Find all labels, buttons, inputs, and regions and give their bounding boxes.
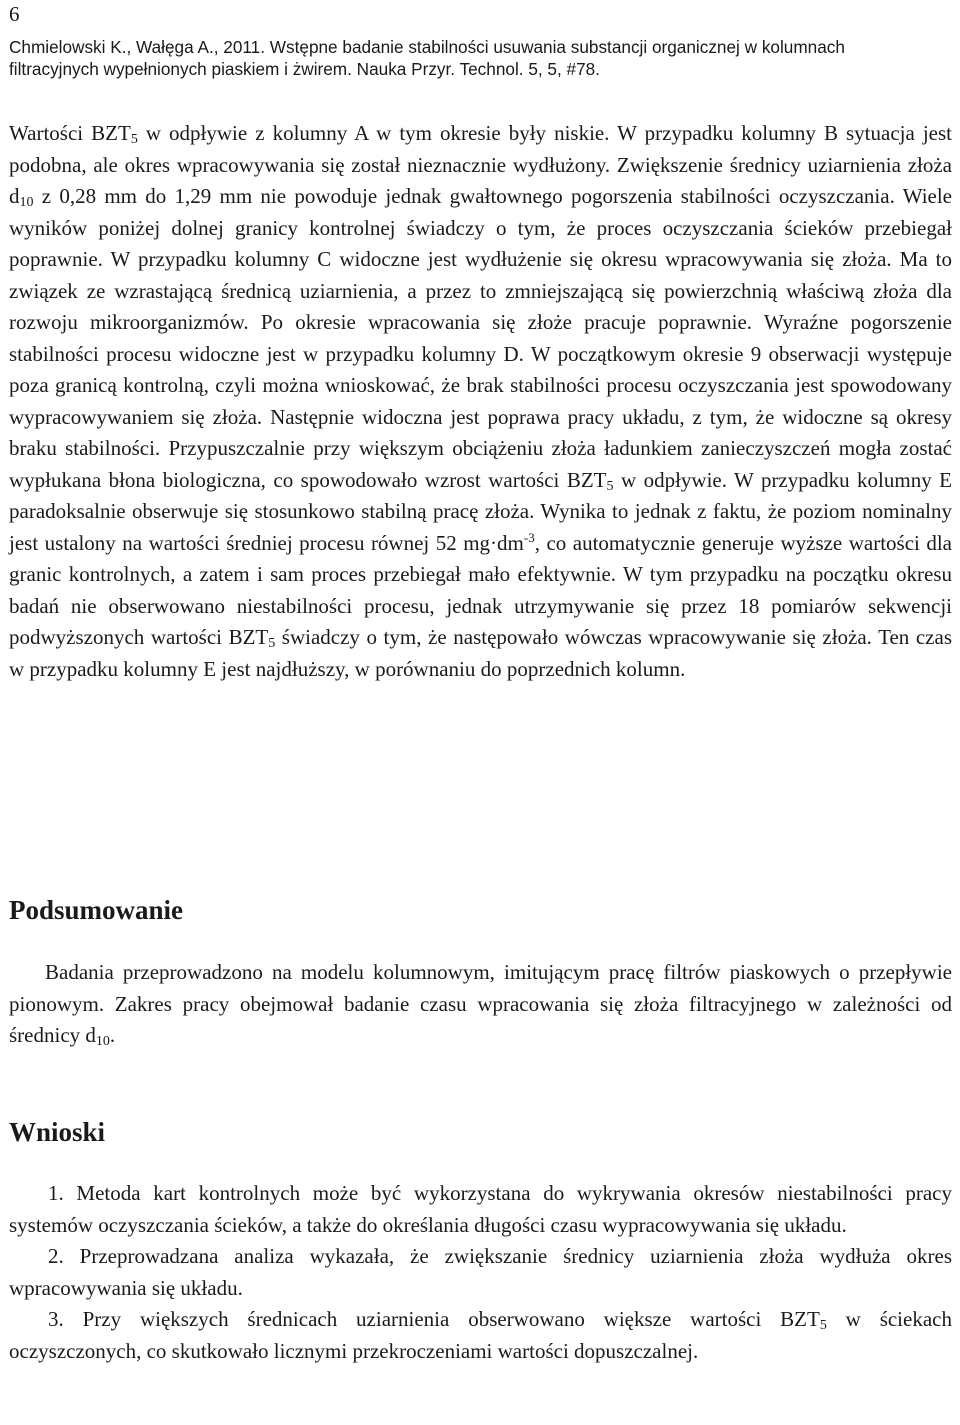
conclusion-item-3 [9,1304,952,1367]
summary-paragraph [9,957,952,1052]
text-run: Wartości BZT [9,121,131,145]
text-run: . [109,1023,116,1047]
text-run: świadczy o tym, że następowało wówczas wpracowywanie się złoża. Ten czas w przypadku kolumny E jest najdłuższy, w porównaniu do poprzednich kolumn. [9,625,952,681]
subscript: 10 [19,195,34,210]
text-run: , co automatycznie generuje wyższe wartości dla granic kontrolnych, a zatem i sam proces przebiegał mało efektywnie. W tym przypadku na początku okresu badań nie obserwowano niestabilności procesu, jednak utrzymywanie się przez 18 pomiarów sekwencji podwyższonych wartości BZT [9,530,953,649]
text-run: w ściekach oczyszczonych, co skutkowało licznymi przekroczeniami wartości dopuszczalnej. [9,1307,952,1363]
results-paragraph [9,118,952,685]
text-run: w odpływie. W przypadku kolumny E paradoksalnie obserwuje się stosunkowo stabilną pracę złoża. Wynika to jednak z faktu, że poziom nominalny jest ustalony na wartości średniej procesu równej 52 mg·dm [9,467,952,555]
text-run: Badania przeprowadzono na modelu kolumnowym, imitującym pracę filtrów piaskowych o przepływie pionowym. Zakres pracy obejmował badanie czasu wpracowania się złoża filtracyjnego w zależności od średnicy d [9,960,952,1047]
text-run: 3. Przy większych średnicach uziarnienia obserwowano większe wartości BZT [48,1307,820,1331]
conclusions-heading: Wnioski [9,1117,106,1147]
subscript: 5 [606,478,614,494]
text-run: z 0,28 mm do 1,29 mm nie powoduje jednak gwałtownego pogorszenia stabilności oczyszczania. Wiele wyników poniżej dolnej granicy kontrolnej świadczy o tym, że proces oczyszczania ścieków przebiegał poprawnie. W przypadku kolumny C widoczne jest wydłużenie się okresu wpracowywania się złoża. Ma to związek ze wzrastającą średnicą uziarnienia, a przez to zmniejszającą się powierzchnią właściwą złoża dla rozwoju mikroorganizmów. Po okresie wpracowania się złoże pracuje poprawnie. Wyraźne pogorszenie stabilności procesu widoczne jest w przypadku kolumny D. W początkowym okresie 9 obserwacji występuje poza granicą kontrolną, czyli można wnioskować, że brak stabilności procesu oczyszczania jest spowodowany wypracowywaniem się złoża. Następnie widoczna jest poprawa pracy układu, z tym, że widoczne są okresy braku stabilności. Przypuszczalnie przy większym obciążeniu złoża ładunkiem zanieczyszczeń mogła zostać wypłukana błona biologiczna, co spowodowało wzrost wartości BZT [9,184,952,492]
citation-line-2: filtracyjnych wypełnionych piaskiem i żwirem. Nauka Przyr. Technol. 5, 5, #78. [9,59,600,79]
citation [9,36,955,80]
subscript: 10 [95,1034,110,1049]
summary-heading: Podsumowanie [9,895,184,925]
superscript: -3 [523,529,535,545]
page-number: 6 [9,2,20,26]
text-run: w odpływie z kolumny A w tym okresie były niskie. W przypadku kolumny B sytuacja jest podobna, ale okres wpracowywania się został nieznacznie wydłużony. Zwiększenie średnicy uziarnienia złoża d [9,121,952,208]
subscript: 5 [130,132,138,147]
conclusions-list [9,1178,952,1367]
subscript: 5 [819,1318,827,1333]
subscript: 5 [268,636,276,651]
conclusion-item-2: 2. Przeprowadzana analiza wykazała, że zwiększanie średnicy uziarnienia złoża wydłuża okres wpracowywania się układu. [9,1244,952,1300]
conclusion-item-1: 1. Metoda kart kontrolnych może być wykorzystana do wykrywania okresów niestabilności pracy systemów oczyszczania ścieków, a także do określania długości czasu wypracowywania się układu. [9,1181,952,1237]
citation-line-1: Chmielowski K., Wałęga A., 2011. Wstępne badanie stabilności usuwania substancji organicznej w kolumnach [9,37,845,57]
